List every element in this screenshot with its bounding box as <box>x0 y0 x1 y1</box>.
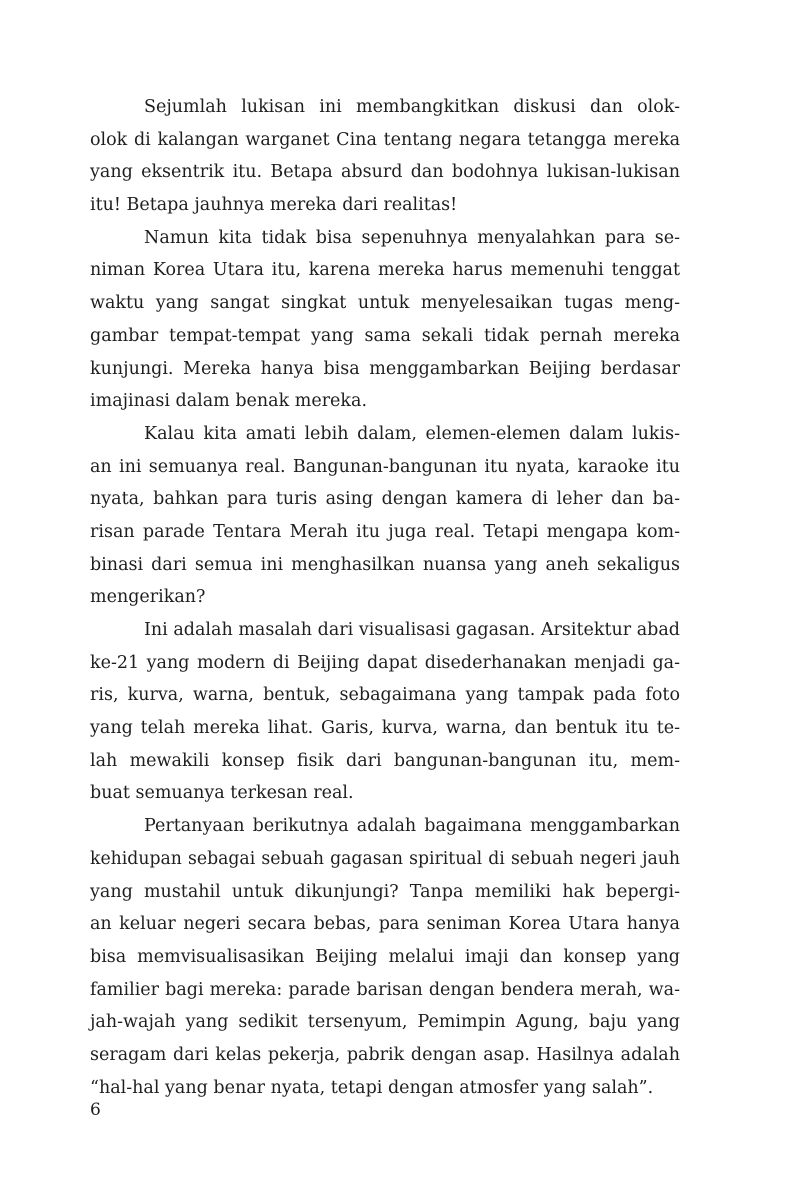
page-number: 6 <box>90 1100 101 1120</box>
text-line: lah mewakili konsep fisik dari bangunan-bangunan itu, mem- <box>90 750 680 771</box>
text-line: Namun kita tidak bisa sepenuhnya menyalahkan para se- <box>144 227 680 248</box>
text-line: ris, kurva, warna, bentuk, sebagaimana yang tampak pada foto <box>90 685 680 706</box>
text-line: imajinasi dalam benak mereka. <box>90 391 368 412</box>
text-line: seragam dari kelas pekerja, pabrik dengan asap. Hasilnya adalah <box>90 1044 680 1065</box>
paragraph <box>90 418 680 614</box>
text-line: Kalau kita amati lebih dalam, elemen-elemen dalam lukis- <box>144 423 680 444</box>
text-line: mengerikan? <box>90 587 206 608</box>
text-line: gambar tempat-tempat yang sama sekali tidak pernah mereka <box>90 325 680 346</box>
text-line: yang mustahil untuk dikunjungi? Tanpa memiliki hak bepergi- <box>90 881 680 902</box>
text-line: yang telah mereka lihat. Garis, kurva, warna, dan bentuk itu te- <box>90 718 680 739</box>
text-line: Pertanyaan berikutnya adalah bagaimana menggambarkan <box>144 816 680 837</box>
text-line: buat semuanya terkesan real. <box>90 783 354 804</box>
text-line: binasi dari semua ini menghasilkan nuansa yang aneh sekaligus <box>90 554 680 575</box>
text-line: olok di kalangan warganet Cina tentang negara tetangga mereka <box>90 129 680 150</box>
text-line: nyata, bahkan para turis asing dengan kamera di leher dan ba- <box>90 489 680 510</box>
text-line: waktu yang sangat singkat untuk menyelesaikan tugas meng- <box>90 293 680 314</box>
text-line: itu! Betapa jauhnya mereka dari realitas! <box>90 195 458 216</box>
paragraph <box>90 810 680 1104</box>
text-line: an ini semuanya real. Bangunan-bangunan itu nyata, karaoke itu <box>90 456 680 477</box>
paragraph <box>90 222 680 418</box>
body-text <box>90 91 680 1104</box>
text-line: an keluar negeri secara bebas, para seniman Korea Utara hanya <box>90 914 680 935</box>
text-line: bisa memvisualisasikan Beijing melalui imaji dan konsep yang <box>90 946 680 967</box>
text-line: yang eksentrik itu. Betapa absurd dan bodohnya lukisan-lukisan <box>90 162 680 183</box>
paragraph <box>90 614 680 810</box>
text-line: Sejumlah lukisan ini membangkitkan diskusi dan olok- <box>144 97 680 117</box>
text-line: kunjungi. Mereka hanya bisa menggambarkan Beijing berdasar <box>90 358 680 379</box>
paragraph <box>90 91 680 222</box>
text-line: familier bagi mereka: parade barisan dengan bendera merah, wa- <box>90 979 680 1000</box>
text-line: risan parade Tentara Merah itu juga real. Tetapi mengapa kom- <box>90 521 680 542</box>
text-line: ke-21 yang modern di Beijing dapat disederhanakan menjadi ga- <box>90 652 680 673</box>
text-line: “hal-hal yang benar nyata, tetapi dengan atmosfer yang salah”. <box>90 1077 654 1098</box>
text-line: niman Korea Utara itu, karena mereka harus memenuhi tenggat <box>90 260 680 281</box>
text-line: kehidupan sebagai sebuah gagasan spiritual di sebuah negeri jauh <box>90 848 680 869</box>
text-line: jah-wajah yang sedikit tersenyum, Pemimpin Agung, baju yang <box>90 1012 680 1033</box>
text-line: Ini adalah masalah dari visualisasi gagasan. Arsitektur abad <box>144 620 680 640</box>
